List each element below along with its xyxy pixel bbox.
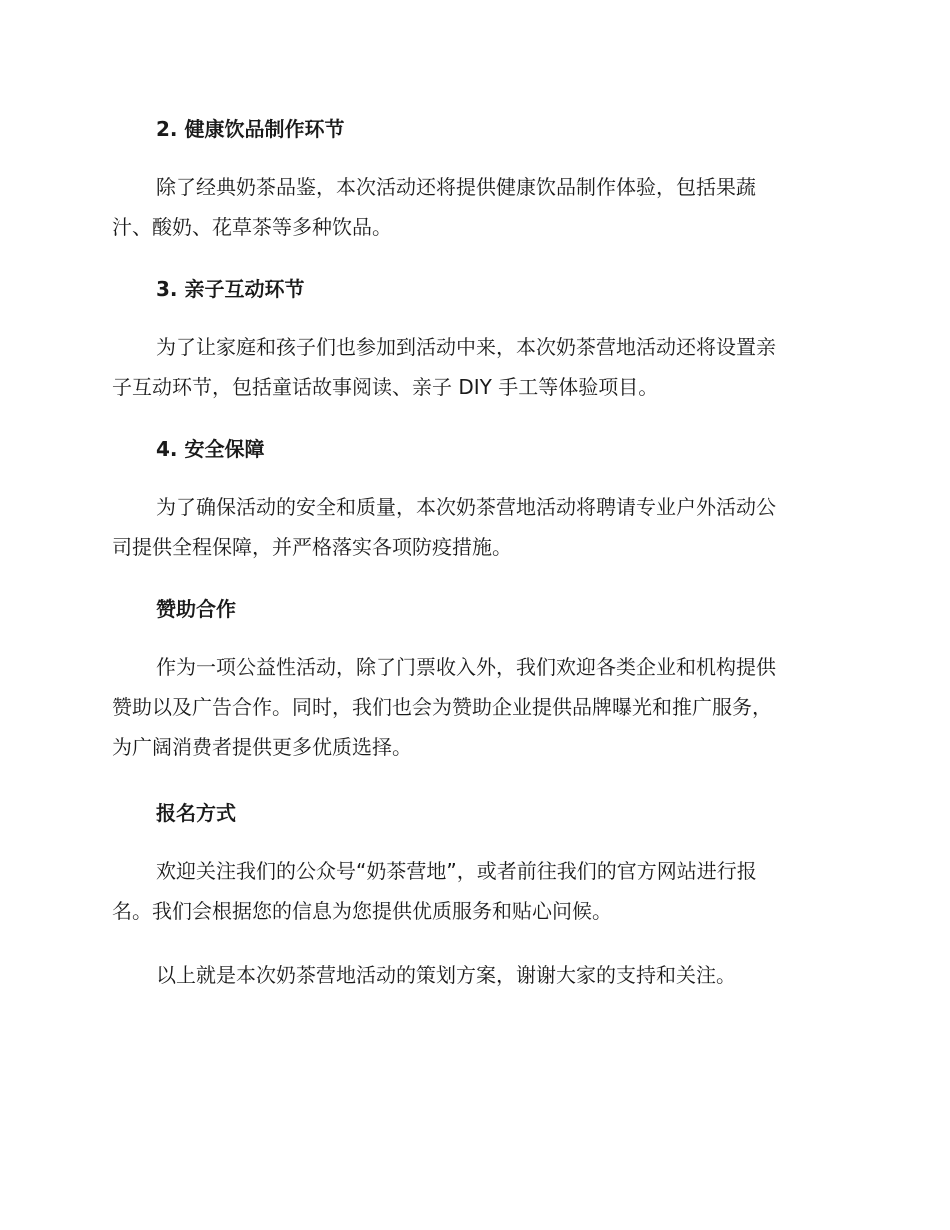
paragraph-line: 欢迎关注我们的公众号“奶茶营地”，或者前往我们的官方网站进行报	[156, 859, 757, 883]
paragraph-line: 赞助以及广告合作。同时，我们也会为赞助企业提供品牌曝光和推广服务，	[112, 695, 772, 719]
paragraph-line: 子互动环节，包括童话故事阅读、亲子 DIY 手工等体验项目。	[112, 375, 659, 399]
paragraph-line: 名。我们会根据您的信息为您提供优质服务和贴心问候。	[112, 899, 612, 923]
section-heading-parent-child: 3. 亲子互动环节	[156, 277, 305, 301]
paragraph-line: 汁、酸奶、花草茶等多种饮品。	[112, 215, 392, 239]
closing-paragraph	[112, 955, 832, 995]
paragraph-line: 司提供全程保障，并严格落实各项防疫措施。	[112, 535, 512, 559]
paragraph-line: 除了经典奶茶品鉴，本次活动还将提供健康饮品制作体验，包括果蔬	[156, 175, 756, 199]
paragraph-sponsorship	[112, 647, 832, 767]
paragraph-healthy-drinks	[112, 167, 832, 247]
paragraph-line: 为广阔消费者提供更多优质选择。	[112, 735, 412, 759]
section-heading-healthy-drinks: 2. 健康饮品制作环节	[156, 117, 345, 141]
section-heading-safety: 4. 安全保障	[156, 437, 265, 461]
section-heading-sponsorship: 赞助合作	[156, 597, 236, 621]
paragraph-line: 作为一项公益性活动，除了门票收入外，我们欢迎各类企业和机构提供	[156, 655, 776, 679]
paragraph-parent-child	[112, 327, 832, 407]
paragraph-safety	[112, 487, 832, 567]
paragraph-line: 为了让家庭和孩子们也参加到活动中来，本次奶茶营地活动还将设置亲	[156, 335, 776, 359]
paragraph-registration	[112, 851, 832, 931]
closing-line: 以上就是本次奶茶营地活动的策划方案，谢谢大家的支持和关注。	[156, 963, 736, 987]
section-heading-registration: 报名方式	[156, 801, 236, 825]
paragraph-line: 为了确保活动的安全和质量，本次奶茶营地活动将聘请专业户外活动公	[156, 495, 776, 519]
